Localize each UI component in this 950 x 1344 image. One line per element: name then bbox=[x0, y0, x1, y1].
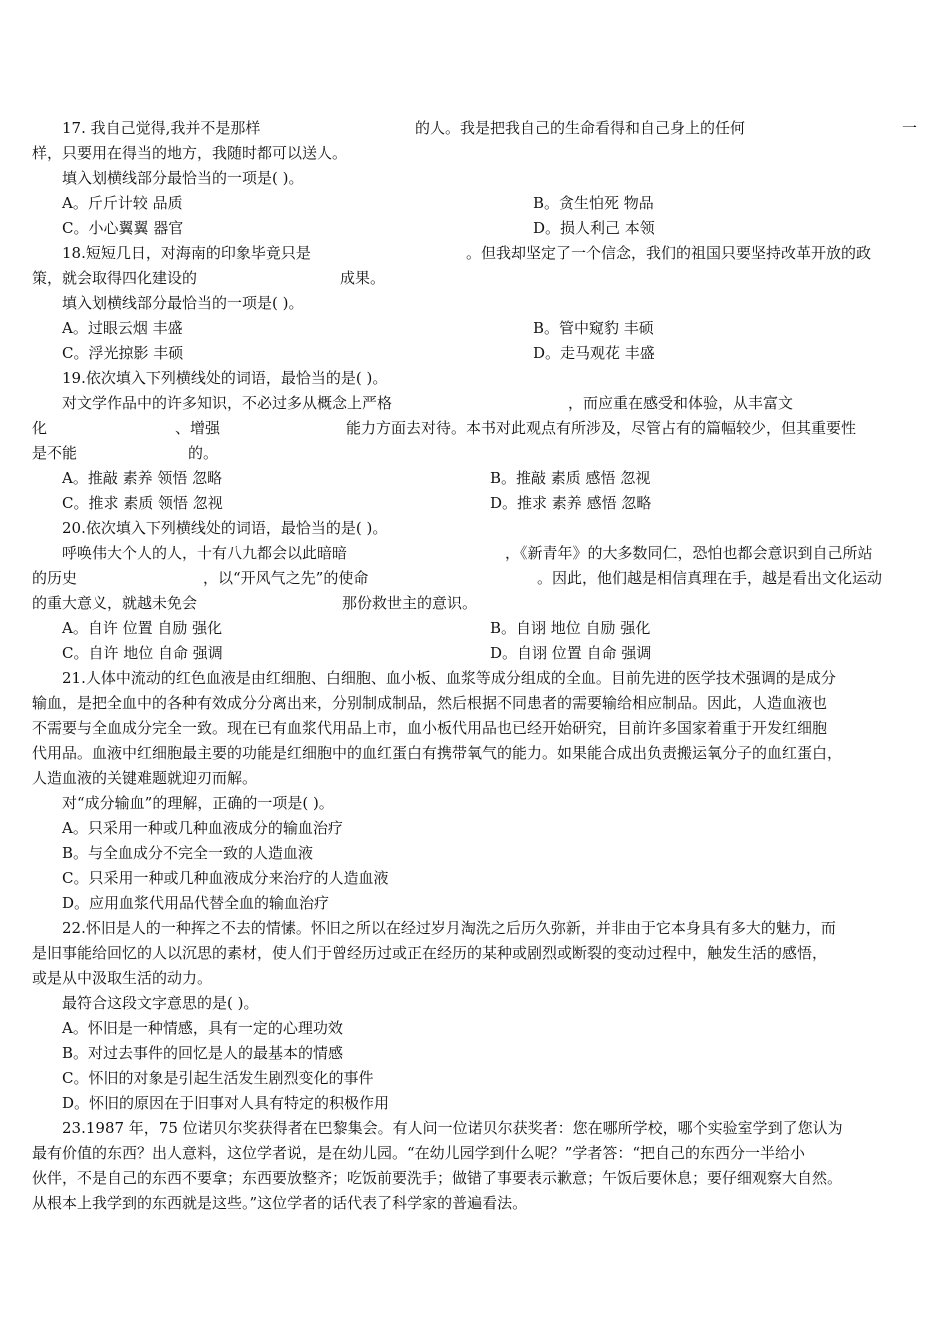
q22-line-3: 或是从中汲取生活的动力。 bbox=[32, 969, 213, 987]
q22-line-1: 22.怀旧是人的一种挥之不去的情愫。怀旧之所以在经过岁月淘洗之后历久弥新，并非由于它本身具有多大的魅力，而 bbox=[62, 919, 836, 937]
q18-option-c: C。浮光掠影 丰硕 bbox=[62, 344, 184, 362]
q19-line-1: 19.依次填入下列横线处的词语，最恰当的是( )。 bbox=[62, 369, 388, 387]
q21-option-d: D。应用血浆代用品代替全血的输血治疗 bbox=[62, 894, 330, 912]
q17-prompt: 填入划横线部分最恰当的一项是( )。 bbox=[62, 169, 304, 187]
q20-option-b: B。自诩 地位 自励 强化 bbox=[490, 619, 651, 637]
q18-line-1a: 18.短短几日，对海南的印象毕竟只是 bbox=[62, 244, 311, 262]
q20-option-a: A。自许 位置 自励 强化 bbox=[62, 619, 223, 637]
q20-option-d: D。自诩 位置 自命 强调 bbox=[490, 644, 652, 662]
q20-line-4b: 那份救世主的意识。 bbox=[342, 594, 478, 612]
q17-option-d: D。损人利己 本领 bbox=[533, 219, 655, 237]
q22-option-a: A。怀旧是一种情感，具有一定的心理功效 bbox=[62, 1019, 343, 1037]
q17-option-b: B。贪生怕死 物品 bbox=[533, 194, 654, 212]
q23-line-4: 从根本上我学到的东西就是这些。”这位学者的话代表了科学家的普遍看法。 bbox=[32, 1194, 528, 1212]
q22-option-c: C。怀旧的对象是引起生活发生剧烈变化的事件 bbox=[62, 1069, 374, 1087]
q23-line-1: 23.1987 年，75 位诺贝尔奖获得者在巴黎集会。有人问一位诺贝尔获奖者：您在哪所学校，哪个实验室学到了您认为 bbox=[62, 1119, 843, 1137]
q19-option-d: D。推求 素养 感悟 忽略 bbox=[490, 494, 652, 512]
q19-line-2a: 对文学作品中的许多知识，不必过多从概念上严格 bbox=[62, 394, 393, 412]
q18-prompt: 填入划横线部分最恰当的一项是( )。 bbox=[62, 294, 304, 312]
q23-line-3: 伙伴，不是自己的东西不要拿；东西要放整齐；吃饭前要洗手；做错了事要表示歉意；午饭后要休息；要仔细观察大自然。 bbox=[32, 1169, 843, 1187]
q19-line-3b: 、增强 bbox=[175, 419, 221, 437]
q20-line-3a: 的历史 bbox=[32, 569, 78, 587]
q20-line-3c: 。因此，他们越是相信真理在手，越是看出文化运动 bbox=[537, 569, 883, 587]
q21-line-2: 输血，是把全血中的各种有效成分分离出来，分别制成制品，然后根据不同患者的需要输给相应制品。因此，人造血液也 bbox=[32, 694, 828, 712]
q18-line-1b: 。但我却坚定了一个信念，我们的祖国只要坚持改革开放的政 bbox=[466, 244, 872, 262]
q21-line-1: 21.人体中流动的红色血液是由红细胞、白细胞、血小板、血浆等成分组成的全血。目前先进的医学技术强调的是成分 bbox=[62, 669, 836, 687]
q21-prompt: 对“成分输血”的理解，正确的一项是( )。 bbox=[62, 794, 334, 812]
q17-text-3: 一 bbox=[902, 119, 918, 137]
q17-option-a: A。斤斤计较 品质 bbox=[62, 194, 183, 212]
q18-option-a: A。过眼云烟 丰盛 bbox=[62, 319, 183, 337]
q18-line-2b: 成果。 bbox=[340, 269, 386, 287]
q21-option-a: A。只采用一种或几种血液成分的输血治疗 bbox=[62, 819, 343, 837]
q17-line-2: 样，只要用在得当的地方，我随时都可以送人。 bbox=[32, 144, 348, 162]
q17-text-1: 17. 我自己觉得,我并不是那样 bbox=[62, 119, 261, 137]
q22-prompt: 最符合这段文字意思的是( )。 bbox=[62, 994, 259, 1012]
q19-option-b: B。推敲 素质 感悟 忽视 bbox=[490, 469, 651, 487]
q17-line-1 bbox=[62, 116, 260, 141]
q17-line-1b bbox=[415, 116, 745, 141]
q19-option-a: A。推敲 素养 领悟 忽略 bbox=[62, 469, 223, 487]
q20-line-2a: 呼唤伟大个人的人，十有八九都会以此暗暗 bbox=[62, 544, 348, 562]
q21-option-b: B。与全血成分不完全一致的人造血液 bbox=[62, 844, 314, 862]
q18-option-d: D。走马观花 丰盛 bbox=[533, 344, 655, 362]
q22-option-d: D。怀旧的原因在于旧事对人具有特定的积极作用 bbox=[62, 1094, 390, 1112]
q19-line-3a: 化 bbox=[32, 419, 48, 437]
q21-line-4: 代用品。血液中红细胞最主要的功能是红细胞中的血红蛋白有携带氧气的能力。如果能合成出负责搬运氧分子的血红蛋白， bbox=[32, 744, 843, 762]
q22-line-2: 是旧事能给回忆的人以沉思的素材，使人们于曾经历过或正在经历的某种或剧烈或断裂的变动过程中，触发生活的感悟， bbox=[32, 944, 828, 962]
q19-option-c: C。推求 素质 领悟 忽视 bbox=[62, 494, 223, 512]
q17-text-2: 的人。我是把我自己的生命看得和自己身上的任何 bbox=[415, 119, 746, 137]
q20-option-c: C。自许 地位 自命 强调 bbox=[62, 644, 223, 662]
q23-line-2: 最有价值的东西？出人意料，这位学者说，是在幼儿园。“在幼儿园学到什么呢？”学者答：“把自己的东西分一半给小 bbox=[32, 1144, 806, 1162]
q21-option-c: C。只采用一种或几种血液成分来治疗的人造血液 bbox=[62, 869, 389, 887]
q20-line-3b: ，以“开风气之先”的使命 bbox=[203, 569, 369, 587]
q17-line-1c bbox=[902, 116, 917, 141]
q19-line-4a: 是不能 bbox=[32, 444, 78, 462]
q20-line-2b: ，《新青年》的大多数同仁，恐怕也都会意识到自己所站 bbox=[505, 544, 873, 562]
q17-option-c: C。小心翼翼 器官 bbox=[62, 219, 184, 237]
q19-line-4b: 的。 bbox=[188, 444, 219, 462]
q22-option-b: B。对过去事件的回忆是人的最基本的情感 bbox=[62, 1044, 344, 1062]
q20-line-1: 20.依次填入下列横线处的词语，最恰当的是( )。 bbox=[62, 519, 388, 537]
q18-line-2a: 策，就会取得四化建设的 bbox=[32, 269, 198, 287]
q21-line-5: 人造血液的关键难题就迎刃而解。 bbox=[32, 769, 258, 787]
q18-option-b: B。管中窥豹 丰硕 bbox=[533, 319, 654, 337]
q20-line-4a: 的重大意义，就越未免会 bbox=[32, 594, 198, 612]
q19-line-2b: ，而应重在感受和体验，从丰富文 bbox=[568, 394, 794, 412]
q19-line-3c: 能力方面去对待。本书对此观点有所涉及，尽管占有的篇幅较少，但其重要性 bbox=[346, 419, 857, 437]
q21-line-3: 不需要与全血成分完全一致。现在已有血浆代用品上市，血小板代用品也已经开始研究，目前许多国家着重于开发红细胞 bbox=[32, 719, 828, 737]
